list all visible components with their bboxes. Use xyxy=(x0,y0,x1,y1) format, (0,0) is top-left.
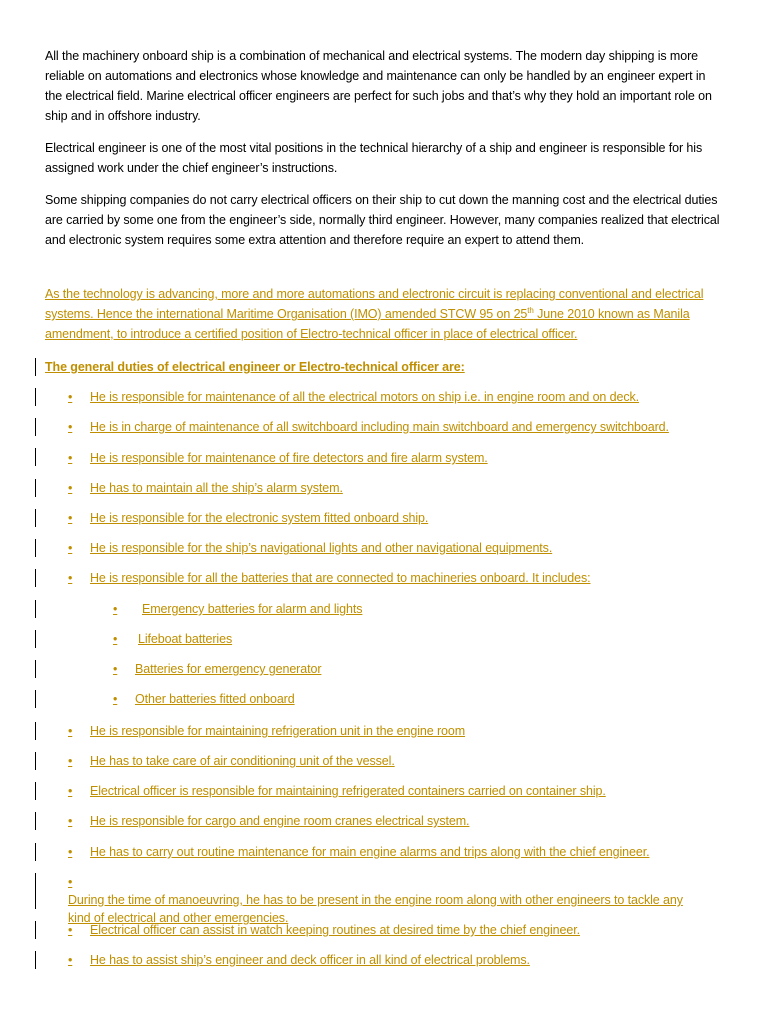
change-bar xyxy=(35,891,36,909)
bullet-icon: • xyxy=(68,953,73,967)
change-bar xyxy=(35,812,36,830)
battery-list-item: • Lifeboat batteries xyxy=(113,632,233,646)
change-bar xyxy=(35,358,36,376)
list-item: • He has to take care of air conditioning unit of the vessel. xyxy=(68,754,395,768)
list-item: • He is responsible for maintaining refrigeration unit in the engine room xyxy=(68,724,466,738)
bullet-icon: • xyxy=(68,571,73,585)
change-bar xyxy=(35,660,36,678)
bullet-icon: • xyxy=(68,754,73,768)
change-bar xyxy=(35,690,36,708)
list-item: • He has to assist ship’s engineer and deck officer in all kind of electrical problems. xyxy=(68,953,530,967)
bullet-icon: • xyxy=(113,692,118,706)
change-bar xyxy=(35,539,36,557)
bullet-icon: • xyxy=(68,875,73,889)
bullet-icon: • xyxy=(68,541,73,555)
change-bar xyxy=(35,782,36,800)
duties-heading: The general duties of electrical engineer or Electro-technical officer are: xyxy=(45,360,465,374)
manning-paragraph: Some shipping companies do not carry electrical officers on their ship to cut down the manning cost and the electrical duties are carried by some one from the engineer’s side, normally third engineer. However, many companies realized that electrical and electronic system requires some extra attention and therefore require an expert to attend them. xyxy=(45,193,720,247)
bullet-icon: • xyxy=(68,784,73,798)
amendment-superscript: th xyxy=(527,305,534,315)
list-item: •During the time of manoeuvring, he has to be present in the engine room along with other engineers to tackle any kind of electrical and other emergencies. xyxy=(68,875,683,925)
bullet-icon: • xyxy=(68,923,73,937)
list-item: • He is responsible for the ship’s navigational lights and other navigational equipments. xyxy=(68,541,553,555)
change-bar xyxy=(35,388,36,406)
bullet-icon: • xyxy=(68,511,73,525)
list-item: • He is responsible for the electronic system fitted onboard ship. xyxy=(68,511,429,525)
list-item: • He is responsible for maintenance of fire detectors and fire alarm system. xyxy=(68,451,488,465)
bullet-icon: • xyxy=(113,662,118,676)
change-bar xyxy=(35,569,36,587)
change-bar xyxy=(35,448,36,466)
change-bar xyxy=(35,600,36,618)
change-bar xyxy=(35,951,36,969)
amendment-paragraph xyxy=(45,284,725,344)
bullet-icon: • xyxy=(68,845,73,859)
intro-paragraph: All the machinery onboard ship is a combination of mechanical and electrical systems. The modern day shipping is more reliable on automations and electronics whose knowledge and maintenance can only be handled by an engineer expert in the electrical field. Marine electrical officer engineers are perfect for such jobs and that’s why they hold an important role on ship and in offshore industry. xyxy=(45,49,712,123)
change-bar xyxy=(35,752,36,770)
bullet-icon: • xyxy=(68,814,73,828)
list-item: • He is responsible for all the batteries that are connected to machineries onboard. It includes: xyxy=(68,571,591,585)
change-bar xyxy=(35,509,36,527)
battery-list-item: • Batteries for emergency generator xyxy=(113,662,322,676)
amendment-text-before: As the technology is advancing, more and more automations and electronic circuit is replacing conventional and electrical systems. Hence the international Maritime Organisation (IMO) amended STCW 95 on 25 xyxy=(45,287,704,321)
list-item: • He is responsible for maintenance of all the electrical motors on ship i.e. in engine room and on deck. xyxy=(68,390,640,404)
bullet-icon: • xyxy=(68,724,73,738)
bullet-icon: • xyxy=(68,451,73,465)
battery-list-item: • Emergency batteries for alarm and lights xyxy=(113,602,363,616)
bullet-icon: • xyxy=(113,632,118,646)
battery-list-item: • Other batteries fitted onboard xyxy=(113,692,295,706)
change-bar xyxy=(35,843,36,861)
list-item: • Electrical officer is responsible for maintaining refrigerated containers carried on container ship. xyxy=(68,784,606,798)
change-bar xyxy=(35,722,36,740)
list-item: • He has to carry out routine maintenance for main engine alarms and trips along with the chief engineer. xyxy=(68,845,650,859)
amendment-text-after: June 2010 known as Manila amendment, to introduce a certified position of Electro-technical officer in place of electrical officer. xyxy=(45,307,690,341)
list-item: • Electrical officer can assist in watch keeping routines at desired time by the chief engineer. xyxy=(68,923,580,937)
change-bar xyxy=(35,921,36,939)
change-bar xyxy=(35,873,36,891)
list-item: • He is in charge of maintenance of all switchboard including main switchboard and emergency switchboard. xyxy=(68,420,669,434)
list-item: • He has to maintain all the ship’s alarm system. xyxy=(68,481,343,495)
change-bar xyxy=(35,630,36,648)
bullet-icon: • xyxy=(68,420,73,434)
change-bar xyxy=(35,418,36,436)
bullet-icon: • xyxy=(113,602,118,616)
change-bar xyxy=(35,479,36,497)
bullet-icon: • xyxy=(68,481,73,495)
list-item: • He is responsible for cargo and engine room cranes electrical system. xyxy=(68,814,470,828)
role-paragraph: Electrical engineer is one of the most vital positions in the technical hierarchy of a ship and engineer is responsible for his assigned work under the chief engineer’s instructions. xyxy=(45,141,703,175)
bullet-icon: • xyxy=(68,390,73,404)
